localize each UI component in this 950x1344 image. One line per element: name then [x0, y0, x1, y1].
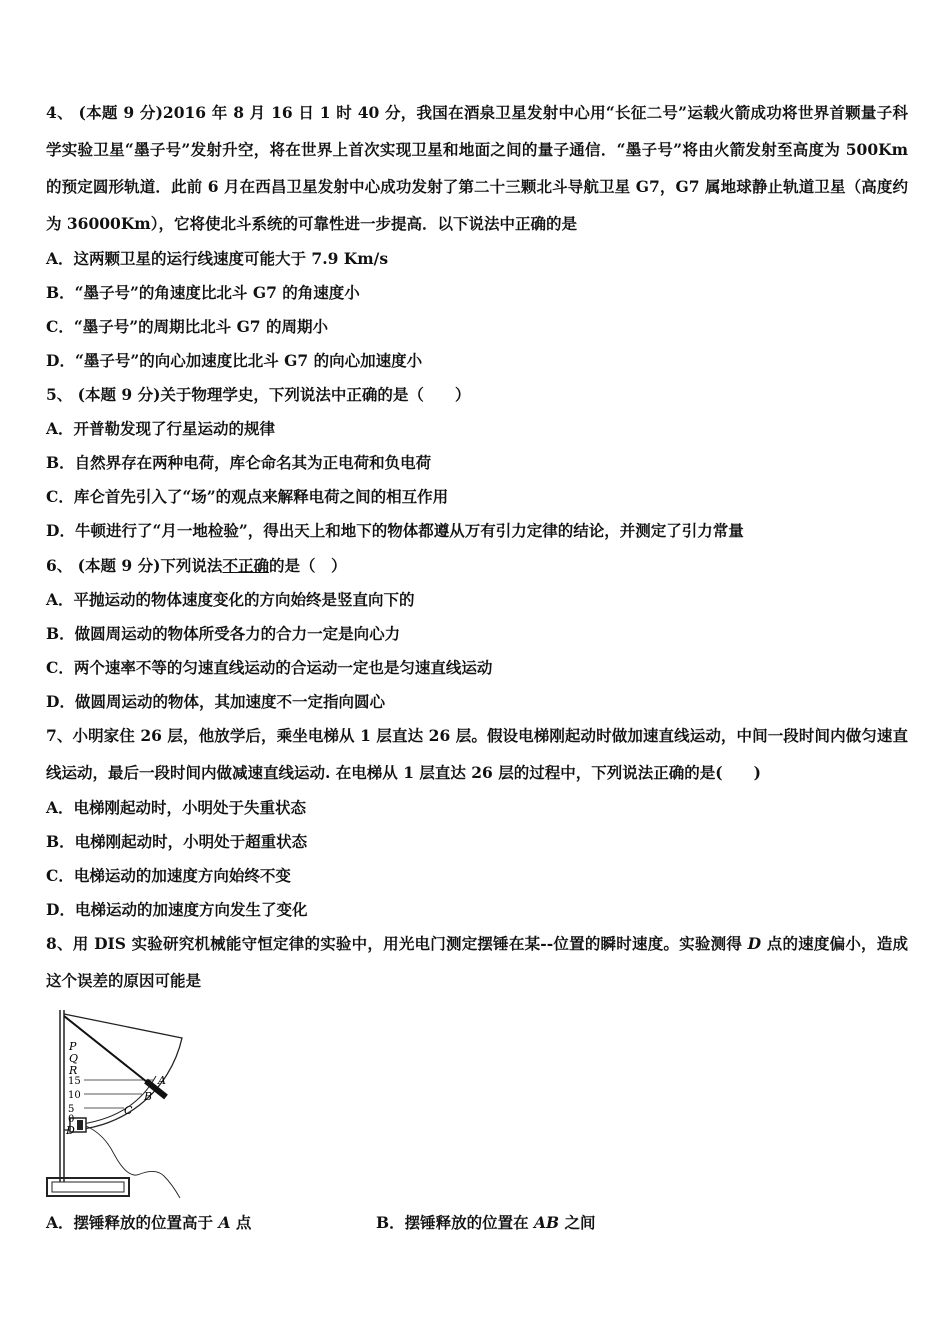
- pendulum-apparatus-figure: [44, 1004, 194, 1204]
- label-b: B: [144, 1090, 153, 1103]
- q8-option-a-end: 点: [230, 1213, 252, 1232]
- q6-option-c: C．两个速率不等的匀速直线运动的合运动一定也是匀速直线运动: [46, 658, 493, 677]
- q8-option-a-var: A: [218, 1213, 231, 1232]
- q4-option-a: A．这两颗卫星的运行线速度可能大于 7.9 Km/s: [46, 249, 389, 268]
- q7-option-c: C．电梯运动的加速度方向始终不变: [46, 866, 291, 885]
- q4-stem: 4、 (本题 9 分)2016 年 8 月 16 日 1 时 40 分，我国在酒泉卫星发射中心用“长征二号”运载火箭成功将世界首颗量子科学实验卫星“墨子号”发射升空，将在世界上首次实现卫星和地面之间的量子通信．“墨子号”将由火箭发射至高度为 500Km 的预定圆形轨道．此前 6 月在西昌卫星发射中心成功发射了第二十三颗北斗导航卫星 G7，G7 属地球静止轨道卫星（高度约为 36000Km），它将使北斗系统的可靠性进一步提高．以下说法中正确的是: [46, 103, 908, 233]
- q7-stem: 7、小明家住 26 层，他放学后，乘坐电梯从 1 层直达 26 层。假设电梯刚起动时做加速直线运动，中间一段时间内做匀速直线运动，最后一段时间内做减速直线运动. 在电梯从 1 层直达 26 层的过程中，下列说法正确的是( ): [46, 726, 908, 782]
- q6-option-a: A．平抛运动的物体速度变化的方向始终是竖直向下的: [46, 590, 415, 609]
- q8-stem: [46, 925, 908, 999]
- label-c: C: [124, 1104, 133, 1117]
- q8-option-b-start: B．摆锤释放的位置在: [376, 1213, 534, 1232]
- label-r: R: [69, 1064, 78, 1077]
- q5-stem: 5、 (本题 9 分)关于物理学史，下列说法中正确的是（ ）: [46, 385, 471, 404]
- q6-stem: [46, 556, 346, 576]
- q8-option-b-end: 之间: [559, 1213, 596, 1232]
- q6-stem-underlined: 不正确: [222, 556, 269, 575]
- q4-option-b: B．“墨子号”的角速度比北斗 G7 的角速度小: [46, 283, 360, 302]
- label-d: D: [66, 1124, 75, 1137]
- q6-stem-start: 6、 (本题 9 分)下列说法: [46, 556, 223, 575]
- q5-option-c: C．库仑首先引入了“场”的观点来解释电荷之间的相互作用: [46, 487, 449, 506]
- q4-option-c: C．“墨子号”的周期比北斗 G7 的周期小: [46, 317, 328, 336]
- q5-option-a: A．开普勒发现了行星运动的规律: [46, 419, 276, 438]
- q8-option-b-var: AB: [534, 1213, 560, 1232]
- q6-option-b: B．做圆周运动的物体所受各力的合力一定是向心力: [46, 624, 401, 643]
- label-15: 15: [68, 1076, 81, 1087]
- q5-option-b: B．自然界存在两种电荷，库仑命名其为正电荷和负电荷: [46, 453, 432, 472]
- q8-stem-start: 8、用 DIS 实验研究机械能守恒定律的实验中，用光电门测定摆锤在某--位置的瞬时速度。实验测得: [46, 934, 748, 953]
- q6-stem-end: 的是（ ）: [268, 556, 347, 575]
- q7-option-b: B．电梯刚起动时，小明处于超重状态: [46, 832, 308, 851]
- sensor-cable: [86, 1126, 180, 1198]
- photogate-window: [77, 1120, 83, 1130]
- q5-option-d: D．牛顿进行了“月一地检验”，得出天上和地下的物体都遵从万有引力定律的结论，并测定了引力常量: [46, 521, 744, 540]
- stand-base-inner: [52, 1182, 124, 1192]
- label-p: P: [69, 1040, 77, 1053]
- label-5: 5: [68, 1104, 75, 1115]
- q8-option-a: [46, 1213, 251, 1233]
- label-0: 0: [68, 1114, 75, 1125]
- q4-option-d: D．“墨子号”的向心加速度比北斗 G7 的向心加速度小: [46, 351, 423, 370]
- q8-option-a-start: A．摆锤释放的位置高于: [46, 1213, 219, 1232]
- q7-option-d: D．电梯运动的加速度方向发生了变化: [46, 900, 308, 919]
- q8-option-b: [376, 1213, 596, 1233]
- q6-option-d: D．做圆周运动的物体，其加速度不一定指向圆心: [46, 692, 385, 711]
- label-a: A: [158, 1074, 166, 1087]
- q7-option-a: A．电梯刚起动时，小明处于失重状态: [46, 798, 307, 817]
- scale-board: [64, 1014, 182, 1130]
- q8-stem-end: 点的速度偏小，造成这个误差的原因可能是: [46, 934, 908, 990]
- q8-stem-var: D: [747, 934, 762, 953]
- label-q: Q: [69, 1052, 79, 1065]
- label-10: 10: [68, 1090, 81, 1101]
